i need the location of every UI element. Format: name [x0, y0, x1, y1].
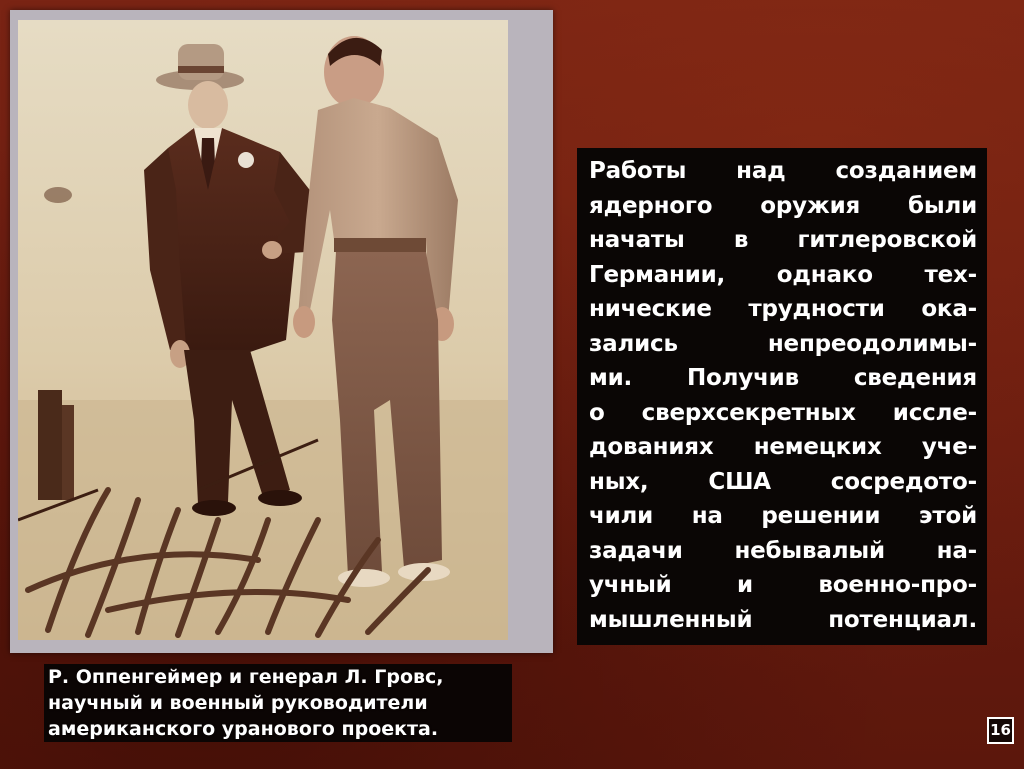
photo-caption: [44, 664, 512, 742]
text-line: начаты в гитлеровской: [589, 227, 977, 253]
text-line: ядерного оружия были: [589, 192, 977, 219]
text-line: дованиях немецких уче-: [589, 434, 977, 460]
frame-number-badge: 16: [987, 717, 1014, 744]
photo-frame: [10, 10, 553, 653]
text-line: ных, США сосредото-: [589, 468, 977, 495]
text-line: о сверхсекретных иссле-: [589, 399, 977, 426]
text-line: нические трудности ока-: [589, 296, 977, 322]
caption-line: научный и военный руководители: [44, 690, 512, 716]
text-line: задачи небывалый на-: [589, 537, 977, 564]
main-text-block: [577, 148, 987, 645]
historical-photo: [18, 20, 508, 640]
photo-illustration: [18, 20, 508, 640]
text-line: Германии, однако тех-: [589, 261, 977, 288]
caption-line: Р. Оппенгеймер и генерал Л. Гровс,: [44, 664, 512, 690]
text-line: ми. Получив сведения: [589, 365, 977, 391]
caption-line: американского уранового проекта.: [44, 716, 512, 742]
text-line: Работы над созданием: [589, 158, 977, 184]
text-line: мышленный потенциал.: [589, 606, 977, 633]
text-line: чили на решении этой: [589, 503, 977, 529]
text-line: зались непреодолимы-: [589, 330, 977, 357]
text-line: учный и военно-про-: [589, 572, 977, 598]
